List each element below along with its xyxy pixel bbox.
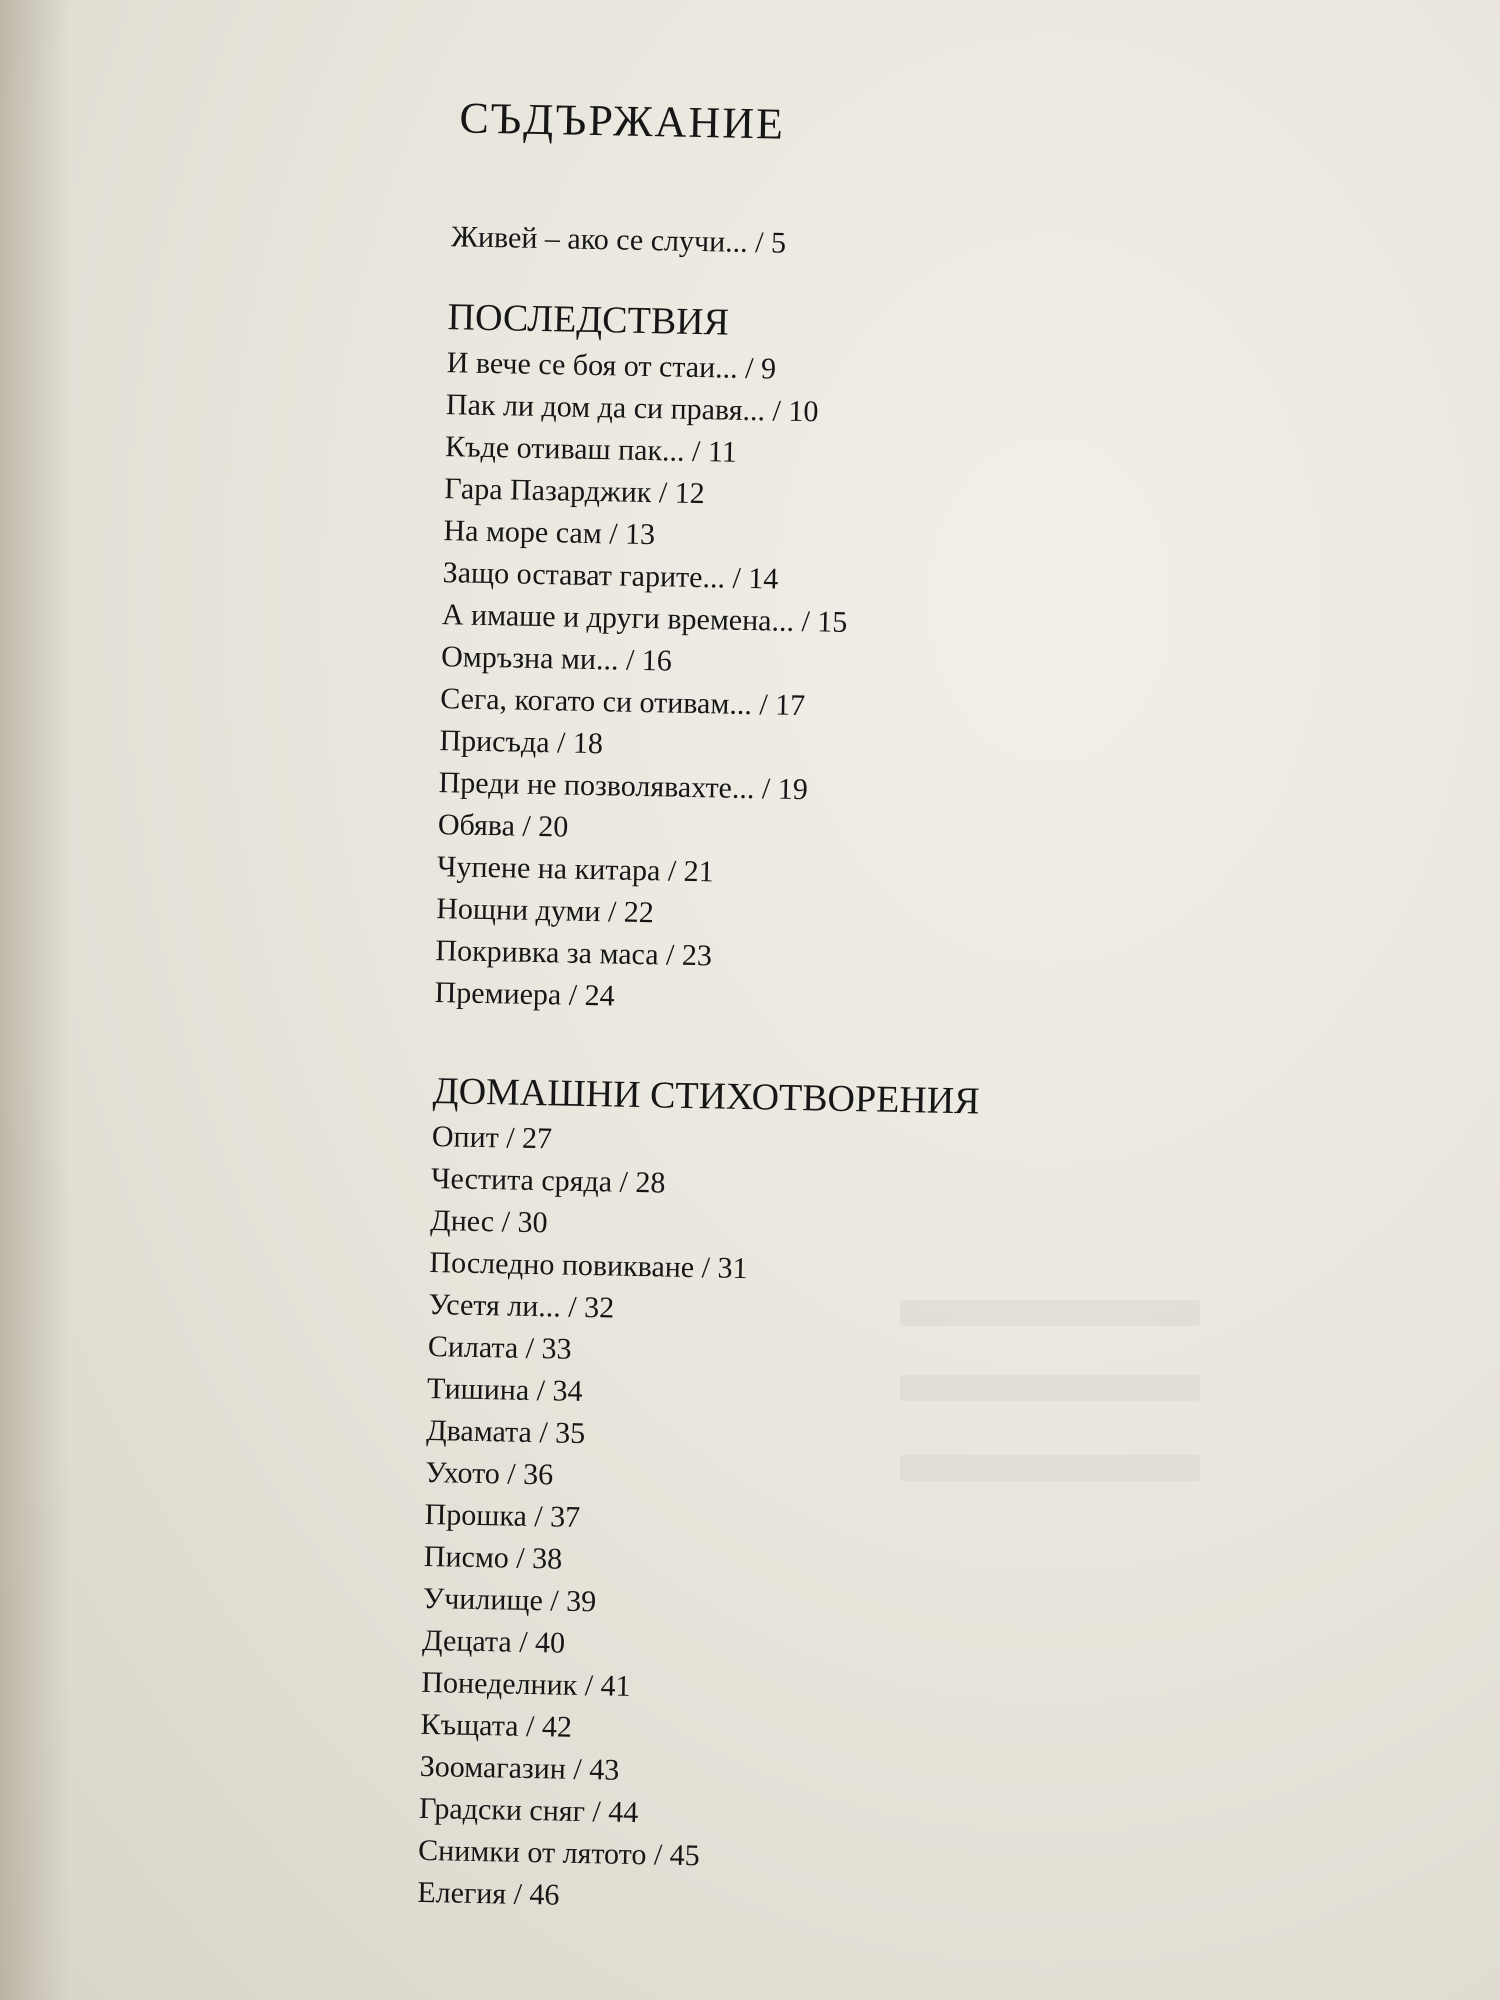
toc-entry: На море сам / 13 — [443, 514, 656, 552]
toc-entry: И вече се боя от стаи... / 9 — [446, 346, 777, 386]
toc-entry: Присъда / 18 — [439, 724, 604, 761]
toc-entry: Защо остават гарите... / 14 — [442, 556, 779, 596]
toc-entry: Пак ли дом да си правя... / 10 — [445, 388, 819, 429]
toc-entry: Прошка / 37 — [424, 1497, 581, 1534]
entry-list — [434, 342, 1135, 1027]
toc-entry: Преди не позволявахте... / 19 — [438, 766, 809, 807]
toc-entry: Писмо / 38 — [423, 1539, 563, 1576]
toc-entry: Децата / 40 — [421, 1623, 566, 1660]
toc-entry: Усетя ли... / 32 — [428, 1288, 615, 1325]
toc-entry: Нощни думи / 22 — [435, 892, 655, 930]
toc-entry: Ухото / 36 — [425, 1455, 554, 1492]
section-title: ДОМАШНИ СТИХОТВОРЕНИЯ — [432, 1070, 980, 1123]
toc-entry: Снимки от лятото / 45 — [417, 1833, 701, 1873]
toc-entry: Чупене на китара / 21 — [436, 850, 715, 889]
toc-entry: А имаше и други времена... / 15 — [441, 598, 848, 639]
table-of-contents — [405, 90, 1140, 1927]
toc-entry: Обява / 20 — [437, 808, 569, 844]
toc-entry: Днес / 30 — [429, 1204, 548, 1240]
toc-entry: Гара Пазарджик / 12 — [444, 472, 706, 511]
page-gutter-shadow — [0, 0, 70, 2000]
toc-entry: Тишина / 34 — [426, 1371, 583, 1408]
toc-entry: Училище / 39 — [422, 1581, 597, 1619]
toc-title: СЪДЪРЖАНИЕ — [458, 93, 786, 149]
toc-entry: Премиера / 24 — [434, 976, 615, 1013]
toc-entry: Двамата / 35 — [425, 1413, 586, 1451]
toc-section-domashni-stihotvoreniya — [405, 1066, 1121, 1927]
toc-entry-intro: Живей – ако се случи... / 5 — [450, 220, 787, 260]
section-title: ПОСЛЕДСТВИЯ — [447, 296, 730, 344]
toc-entry: Понеделник / 41 — [421, 1665, 631, 1703]
toc-entry: Омръзна ми... / 16 — [440, 640, 673, 678]
toc-entry: Опит / 27 — [431, 1120, 553, 1156]
toc-entry: Честита сряда / 28 — [430, 1162, 666, 1200]
toc-entry: Силата / 33 — [427, 1330, 572, 1366]
toc-entry: Зоомагазин / 43 — [419, 1749, 620, 1787]
toc-section-posledstviya — [422, 292, 1136, 1027]
toc-entry: Къщата / 42 — [420, 1707, 573, 1744]
toc-entry: Сега, когато си отивам... / 17 — [439, 682, 806, 723]
toc-entry: Къде отиваш пак... / 11 — [444, 430, 738, 469]
toc-entry: Градски сняг / 44 — [418, 1791, 639, 1830]
toc-entry: Елегия / 46 — [417, 1875, 560, 1912]
toc-entry: Покривка за маса / 23 — [435, 934, 713, 973]
entry-list — [417, 1116, 1120, 1927]
toc-entry: Последно повикване / 31 — [429, 1246, 748, 1286]
